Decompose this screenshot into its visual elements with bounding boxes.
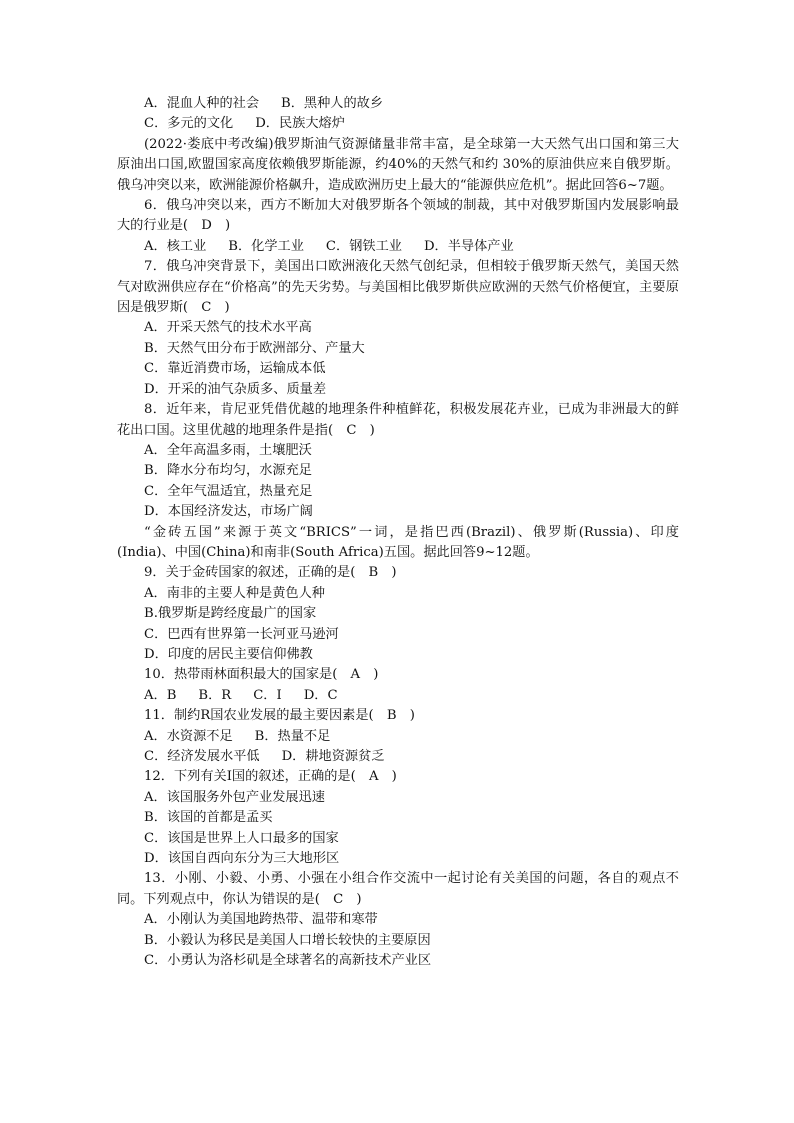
option-c: C．巴西有世界第一长河亚马逊河: [144, 626, 339, 642]
option-a: A．B: [144, 687, 177, 703]
question-10: 10．热带雨林面积最大的国家是( A ): [144, 667, 379, 683]
option-c: C．钢铁工业: [325, 238, 402, 254]
options-row: [117, 747, 679, 767]
option-d: D．本国经济发达，市场广阔: [144, 504, 313, 520]
option-d: D．印度的居民主要信仰佛教: [144, 646, 313, 662]
option-b: B．黑种人的故乡: [281, 96, 384, 111]
option-d: D．耕地资源贫乏: [281, 749, 385, 764]
option-d: D．半导体产业: [423, 238, 514, 254]
option-a: A．该国服务外包产业发展迅速: [144, 789, 325, 805]
option-c: C．靠近消费市场，运输成本低: [144, 361, 326, 377]
option-b: B．天然气田分布于欧洲部分、产量大: [144, 340, 365, 356]
option-a: A．小刚认为美国地跨热带、温带和寒带: [144, 912, 378, 928]
question-6: 6．俄乌冲突以来，西方不断加大对俄罗斯各个领域的制裁，其中对俄罗斯国内发展影响最大的行业是( D ): [117, 198, 679, 234]
option-c: C．小勇认为洛杉矶是全球著名的高新技术产业区: [144, 953, 432, 969]
option-a: A．开采天然气的技术水平高: [144, 320, 312, 336]
document-page: [117, 94, 679, 971]
option-a: A．核工业: [144, 238, 207, 254]
option-b: B．R: [198, 687, 232, 703]
option-b: B．小毅认为移民是美国人口增长较快的主要原因: [144, 932, 431, 948]
passage-russia-energy: (2022·娄底中考改编)俄罗斯油气资源储量非常丰富，是全球第一大天然气出口国和第三大原油出口国,欧盟国家高度依赖俄罗斯能源，约40%的天然气和约 30%的原油供应来自俄罗斯。俄乌冲突以来，欧洲能源价格飙升，造成欧洲历史上最大的“能源供应危机”。据此回答6~7题。: [117, 136, 679, 193]
option-b: B．化学工业: [228, 238, 304, 254]
option-b: B．降水分布均匀，水源充足: [144, 463, 312, 479]
options-row: [117, 94, 679, 114]
option-d: D．民族大熔炉: [255, 116, 345, 132]
option-b: B．该国的首都是孟买: [144, 810, 273, 826]
question-12: 12．下列有关I国的叙述，正确的是( A ): [144, 769, 397, 785]
options-row: [117, 237, 679, 257]
question-9: 9．关于金砖国家的叙述，正确的是( B ): [144, 565, 397, 581]
option-c: C．该国是世界上人口最多的国家: [144, 830, 339, 846]
option-a: A．南非的主要人种是黄色人种: [144, 585, 325, 601]
option-c: C．I: [253, 687, 282, 703]
option-a: A．水资源不足: [144, 728, 233, 744]
option-b: B．热量不足: [254, 728, 331, 744]
options-row: [117, 114, 679, 134]
options-row: [117, 686, 679, 706]
options-row: [117, 727, 679, 747]
option-c: C．多元的文化: [144, 116, 234, 132]
option-c: C．全年气温适宜，热量充足: [144, 483, 313, 499]
question-8: 8．近年来，肯尼亚凭借优越的地理条件种植鲜花，积极发展花卉业，已成为非洲最大的鲜花出口国。这里优越的地理条件是指( C ): [117, 402, 679, 438]
option-d: D．开采的油气杂质多、质量差: [144, 381, 327, 397]
option-c: C．经济发展水平低: [144, 749, 260, 764]
question-13: 13．小刚、小毅、小勇、小强在小组合作交流中一起讨论有关美国的问题，各自的观点不同。下列观点中，你认为错误的是( C ): [117, 871, 679, 907]
question-7: 7．俄乌冲突背景下，美国出口欧洲液化天然气创纪录，但相较于俄罗斯天然气，美国天然气对欧洲供应存在“价格高”的先天劣势。与美国相比俄罗斯供应欧洲的天然气价格便宜，主要原因是俄罗斯( C ): [117, 259, 679, 316]
option-a: A．全年高温多雨，土壤肥沃: [144, 442, 312, 458]
option-a: A．混血人种的社会: [144, 96, 260, 111]
option-b: B.俄罗斯是跨经度最广的国家: [144, 606, 317, 622]
option-d: D．该国自西向东分为三大地形区: [144, 851, 340, 867]
question-11: 11．制约R国农业发展的最主要因素是( B ): [144, 708, 415, 724]
passage-brics: “金砖五国”来源于英文“BRICS”一词，是指巴西(Brazil)、俄罗斯(Russia)、印度(India)、中国(China)和南非(South Africa)五国。据此回答9~12题。: [117, 524, 679, 560]
option-d: D．C: [303, 687, 338, 703]
